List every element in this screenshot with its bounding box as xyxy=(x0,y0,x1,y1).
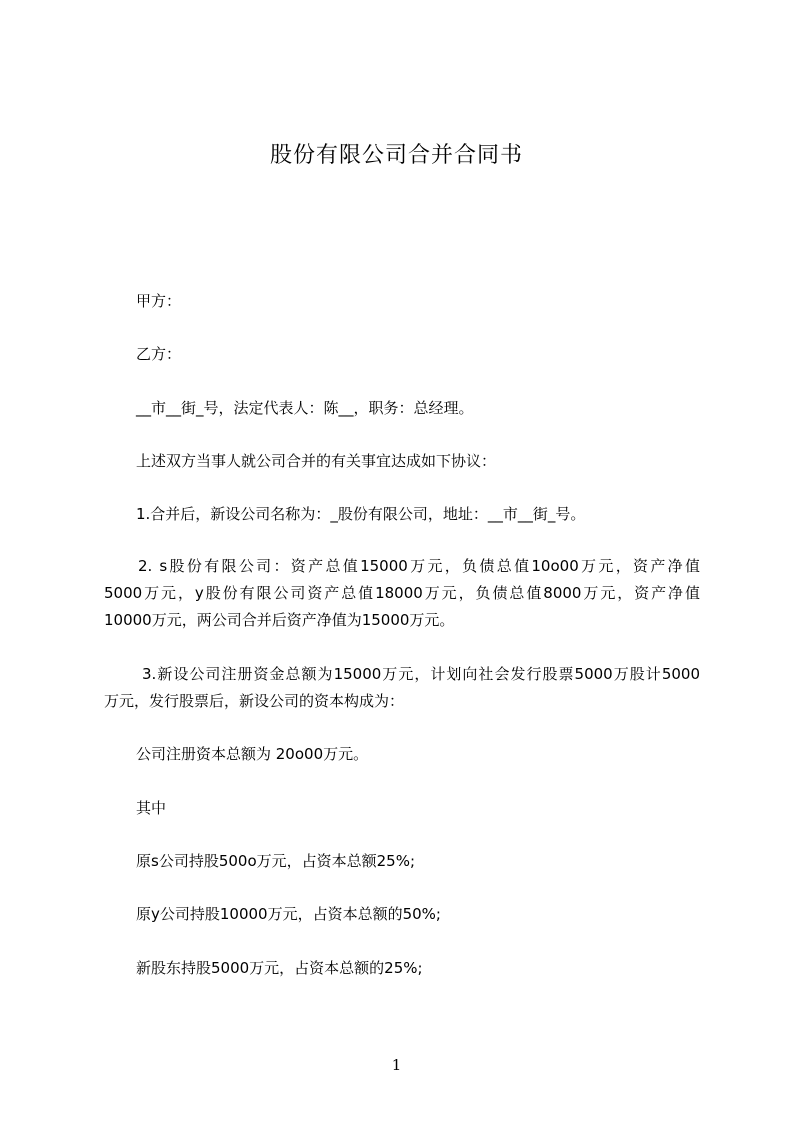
document-title: 股份有限公司合并合同书 xyxy=(269,143,523,168)
clause-3-line-2: 万元，发行股票后，新设公司的资本构成为： xyxy=(104,692,405,710)
clause-2-line-2: 5000万元，y股份有限公司资产总值18000万元，负债总值8000万元，资产净值 xyxy=(104,584,700,602)
party-b-label: 乙方： xyxy=(136,345,182,363)
share-s-paragraph: 原s公司持股500o万元，占资本总额25%; xyxy=(136,852,416,870)
intro-paragraph: 上述双方当事人就公司合并的有关事宜达成如下协议： xyxy=(136,452,497,470)
clause-2-paragraph xyxy=(104,553,700,634)
share-new-paragraph: 新股东持股5000万元，占资本总额的25%; xyxy=(136,959,423,977)
clause-2-line-1: 2. s股份有限公司：资产总值15000万元，负债总值10o00万元，资产净值 xyxy=(138,557,700,575)
party-a-label: 甲方： xyxy=(136,292,182,310)
share-y-paragraph: 原y公司持股10000万元，占资本总额的50%; xyxy=(136,905,441,923)
address-representative-paragraph: __市__街_号，法定代表人：陈__，职务：总经理。 xyxy=(136,399,474,417)
clause-3-paragraph xyxy=(104,661,700,715)
clause-1-paragraph: 1.合并后，新设公司名称为：_股份有限公司，地址：__市__街_号。 xyxy=(136,505,586,523)
clause-3-line-1: 3.新设公司注册资金总额为15000万元，计划向社会发行股票5000万股计5000 xyxy=(142,665,700,683)
page-number: 1 xyxy=(391,1056,402,1074)
total-capital-paragraph: 公司注册资本总额为 20o00万元。 xyxy=(136,745,369,763)
clause-2-line-3: 10000万元，两公司合并后资产净值为15000万元。 xyxy=(104,611,455,629)
among-label: 其中 xyxy=(136,799,167,817)
